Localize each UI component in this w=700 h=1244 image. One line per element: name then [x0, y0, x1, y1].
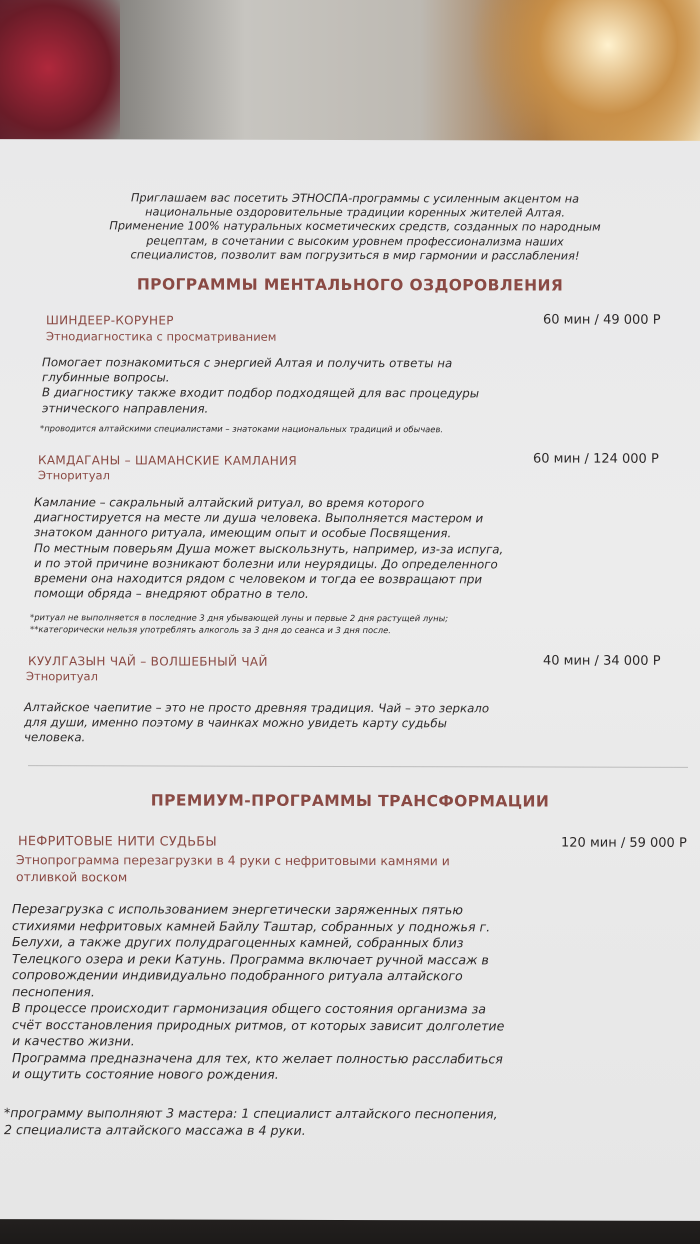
menu-page — [0, 139, 700, 1221]
desc-line: помощи обряда – внедряют обратно в тело. — [34, 586, 309, 602]
subtitle-line: Этноритуал — [26, 669, 98, 684]
desc-line: и по этой причине возникают болезни или неурядицы. До определенного — [34, 555, 498, 572]
desc-line: Белухи, а также других полудрагоценных камней, собранных близ — [12, 934, 464, 951]
item-subtitle-kuulgazyn — [26, 668, 98, 684]
intro-line: специалистов, позволит вам погрузиться в мир гармонии и расслабления! — [130, 248, 580, 263]
desc-line: песнопения. — [12, 983, 95, 999]
desc-line: диагностируется на месте ли душа человека. Выполняется мастером и — [34, 510, 484, 526]
item-desc-kamdagany — [34, 495, 503, 603]
item-title-nefritovye: НЕФРИТОВЫЕ НИТИ СУДЬБЫ — [18, 834, 217, 850]
item-price-nefritovye: 120 мин / 59 000 Р — [561, 835, 687, 851]
desc-line: человека. — [24, 730, 86, 745]
intro-line: рецептам, в сочетании с высоким уровнем профессионализма наших — [146, 234, 564, 249]
note-line: *ритуал не выполняется в последние 3 дня убывающей луны и первые 2 дня растущей луны; — [30, 612, 449, 624]
item-subtitle-kamdagany — [38, 467, 110, 483]
subtitle-line: Этнодиагностика с просматриванием — [46, 329, 277, 344]
desc-line: глубинные вопросы. — [42, 370, 170, 385]
desc-line: Программа предназначена для тех, кто желает полностью расслабиться — [12, 1049, 503, 1066]
desc-line: В процессе происходит гармонизация общего состояния организма за — [12, 1000, 486, 1017]
desc-line: счёт восстановления природных ритмов, от которых зависит долголетие — [12, 1016, 505, 1033]
desc-line: Телецкого озера и реки Катунь. Программа включает ручной массаж в — [12, 950, 489, 967]
intro-line: Применение 100% натуральных косметических средств, созданных по народным — [109, 219, 601, 235]
subtitle-line: Этнопрограмма перезагрузки в 4 руки с нефритовыми камнями и — [16, 852, 450, 869]
subtitle-line: отливкой воском — [16, 869, 128, 885]
desc-line: и качество жизни. — [12, 1033, 135, 1049]
desc-line: По местным поверьям Душа может выскользнуть, например, из-за испуга, — [34, 540, 504, 557]
intro-line: Приглашаем вас посетить ЭТНОСПА-программы с усиленным акцентом на — [130, 191, 580, 206]
item-note-shindeer — [40, 422, 443, 435]
desc-line: стихиями нефритовых камней Байлу Таштар, собранных у подножья г. — [12, 917, 491, 934]
note-line: *проводится алтайскими специалистами – знатоками национальных традиций и обычаев. — [40, 423, 444, 435]
section-title-mental: ПРОГРАММЫ МЕНТАЛЬНОГО ОЗДОРОВЛЕНИЯ — [136, 275, 564, 295]
desc-line: Помогает познакомиться с энергией Алтая и получить ответы на — [42, 355, 453, 371]
desc-line: времени она находится рядом с человеком и тогда ее возвращают при — [34, 571, 483, 587]
desc-line: для души, именно поэтому в чаинках можно увидеть карту судьбы — [24, 715, 447, 731]
item-price-shindeer: 60 мин / 49 000 Р — [543, 312, 661, 328]
desc-line: Перезагрузка с использованием энергетически заряженных пятью — [12, 901, 463, 918]
item-desc-shindeer — [42, 355, 479, 417]
item-title-kuulgazyn: КУУЛГАЗЫН ЧАЙ – ВОЛШЕБНЫЙ ЧАЙ — [28, 654, 268, 669]
item-desc-kuulgazyn — [24, 700, 489, 747]
item-title-shindeer: ШИНДЕЕР-КОРУНЕР — [46, 313, 174, 328]
item-price-kuulgazyn: 40 мин / 34 000 Р — [543, 653, 661, 669]
desc-line: В диагностику также входит подбор подходящей для вас процедуры — [42, 385, 480, 401]
note-line: *программу выполняют 3 мастера: 1 специалист алтайского песнопения, — [4, 1105, 498, 1122]
item-price-kamdagany: 60 мин / 124 000 Р — [533, 451, 659, 467]
item-note-kamdagany — [30, 611, 448, 636]
item-note-nefritovye — [4, 1104, 498, 1139]
desc-line: знатоком данного ритуала, имеющим опыт и особые Посвящения. — [34, 525, 452, 541]
item-subtitle-shindeer — [46, 328, 276, 345]
note-line: **категорически нельзя употреблять алкоголь за 3 дня до сеанса и 3 дня после. — [30, 624, 391, 636]
note-line: 2 специалиста алтайского массажа в 4 руки. — [4, 1122, 306, 1138]
desc-line: и ощутить состояние нового рождения. — [12, 1066, 279, 1082]
desc-line: сопровождении индивидуально подобранного ритуала алтайского — [12, 967, 463, 984]
desc-line: Алтайское чаепитие – это не просто древняя традиция. Чай – это зеркало — [24, 700, 490, 716]
desc-line: этнического направления. — [42, 400, 209, 416]
subtitle-line: Этноритуал — [38, 468, 110, 483]
item-subtitle-nefritovye — [16, 851, 450, 886]
section-divider — [28, 765, 688, 768]
section-title-premium: ПРЕМИУМ-ПРОГРАММЫ ТРАНСФОРМАЦИИ — [150, 791, 550, 811]
item-desc-nefritovye — [12, 901, 504, 1084]
desc-line: Камлание – сакральный алтайский ритуал, во время которого — [34, 495, 425, 511]
intro-text — [90, 191, 620, 263]
chandelier-lights — [470, 0, 700, 150]
intro-line: национальные оздоровительные традиции коренных жителей Алтая. — [145, 205, 565, 220]
item-title-kamdagany: КАМДАГАНЫ – ШАМАНСКИЕ КАМЛАНИЯ — [38, 453, 297, 468]
